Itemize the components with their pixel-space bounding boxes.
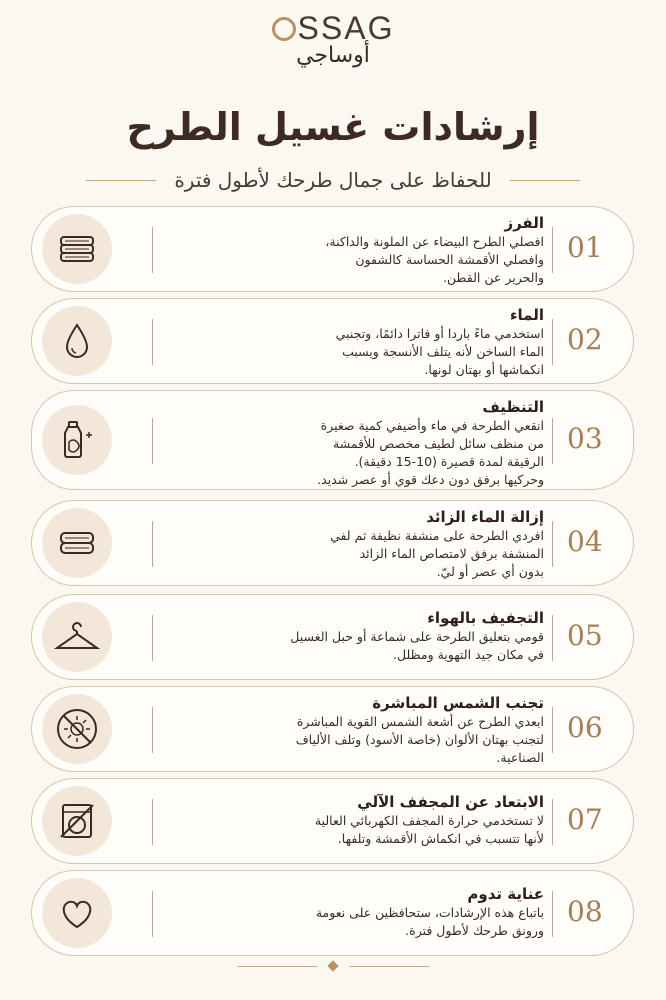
step-title: الفرز bbox=[504, 214, 544, 232]
step-line: في مكان جيد التهوية ومظلل. bbox=[393, 647, 544, 662]
step-number: 02 bbox=[567, 323, 603, 356]
step-text bbox=[162, 508, 544, 581]
step-title: إزالة الماء الزائد bbox=[426, 508, 544, 526]
hanger-icon bbox=[42, 602, 112, 672]
brand-logo bbox=[0, 10, 666, 68]
step-text bbox=[162, 694, 544, 767]
footer-ornament bbox=[0, 962, 666, 970]
step-text bbox=[162, 609, 544, 664]
step-title: التنظيف bbox=[482, 398, 544, 416]
step-line: والحرير عن القطن. bbox=[443, 270, 544, 285]
step-card bbox=[31, 390, 634, 490]
step-card bbox=[31, 594, 634, 680]
card-divider bbox=[152, 707, 153, 753]
step-line: ابعدي الطرح عن أشعة الشمس القوية المباشرة bbox=[296, 714, 544, 729]
step-number: 01 bbox=[567, 231, 603, 264]
step-number: 04 bbox=[567, 525, 603, 558]
step-line: الصناعية. bbox=[496, 750, 544, 765]
step-text bbox=[162, 214, 544, 287]
card-divider bbox=[552, 227, 553, 273]
subtitle-divider-left bbox=[86, 180, 156, 181]
card-divider bbox=[152, 891, 153, 937]
no-sun-icon bbox=[42, 694, 112, 764]
step-line: افصلي الطرح البيضاء عن الملونة والداكنة، bbox=[325, 234, 544, 249]
card-divider bbox=[152, 227, 153, 273]
step-line: لا تستخدمي حرارة المجفف الكهربائي العالية bbox=[314, 813, 544, 828]
step-line: استخدمي ماءً باردا أو فاترا دائمًا، وتجنبي bbox=[335, 326, 544, 341]
diamond-icon bbox=[327, 960, 338, 971]
step-line: باتباع هذه الإرشادات، ستحافظين على نعومة bbox=[315, 905, 544, 920]
logo-arabic-text: أوساجي bbox=[296, 43, 370, 68]
heart-icon bbox=[42, 878, 112, 948]
card-divider bbox=[552, 615, 553, 661]
step-line: المنشفة برفق لامتصاص الماء الزائد bbox=[359, 546, 544, 561]
card-divider bbox=[152, 418, 153, 464]
page-subtitle: للحفاظ على جمال طرحك لأطول فترة bbox=[174, 168, 492, 192]
footer-divider-left bbox=[237, 966, 317, 967]
card-divider bbox=[552, 891, 553, 937]
subtitle-divider-right bbox=[510, 180, 580, 181]
step-card bbox=[31, 206, 634, 292]
step-line: بدون أي عصر أو ليّ. bbox=[436, 564, 544, 579]
water-drop-icon bbox=[42, 306, 112, 376]
step-number: 05 bbox=[567, 619, 603, 652]
step-line: وافصلي الأقمشة الحساسة كالشفون bbox=[355, 252, 544, 267]
step-line: وحركيها برفق دون دعك قوي أو عصر شديد. bbox=[317, 472, 544, 487]
card-divider bbox=[152, 799, 153, 845]
step-line: لأنها تتسبب في انكماش الأقمشة وتلفها. bbox=[337, 831, 544, 846]
step-text bbox=[162, 885, 544, 940]
step-line: الرقيقة لمدة قصيرة (10-15 دقيقة). bbox=[354, 454, 544, 469]
step-card bbox=[31, 686, 634, 772]
folded-fabric-icon bbox=[42, 214, 112, 284]
card-divider bbox=[552, 707, 553, 753]
step-number: 08 bbox=[567, 895, 603, 928]
card-divider bbox=[552, 319, 553, 365]
step-title: الماء bbox=[509, 306, 544, 324]
step-text bbox=[162, 398, 544, 489]
card-divider bbox=[552, 799, 553, 845]
page-title: إرشادات غسيل الطرح bbox=[126, 105, 540, 149]
step-card bbox=[31, 870, 634, 956]
no-dryer-icon bbox=[42, 786, 112, 856]
step-text bbox=[162, 306, 544, 379]
step-line: قومي بتعليق الطرحة على شماعة أو حبل الغسيل bbox=[290, 629, 544, 644]
step-line: ورونق طرحك لأطول فترة. bbox=[405, 923, 544, 938]
towel-icon bbox=[42, 508, 112, 578]
logo-ring-icon bbox=[272, 17, 296, 41]
step-number: 06 bbox=[567, 711, 603, 744]
step-title: التجفيف بالهواء bbox=[427, 609, 544, 627]
step-card bbox=[31, 778, 634, 864]
detergent-bottle-icon bbox=[42, 405, 112, 475]
subtitle-row bbox=[0, 168, 666, 192]
step-line: انكماشها أو بهتان لونها. bbox=[424, 362, 544, 377]
step-text bbox=[162, 793, 544, 848]
step-line: افردي الطرحة على منشفة نظيفة ثم لفي bbox=[330, 528, 544, 543]
card-divider bbox=[552, 418, 553, 464]
step-line: لتجنب بهتان الألوان (خاصة الأسود) وتلف الألياف bbox=[295, 732, 544, 747]
step-line: انقعي الطرحة في ماء وأضيفي كمية صغيرة bbox=[320, 418, 544, 433]
step-card bbox=[31, 500, 634, 586]
step-title: الابتعاد عن المجفف الآلي bbox=[357, 793, 544, 811]
logo-latin-text: SSAG bbox=[297, 10, 395, 46]
step-number: 07 bbox=[567, 803, 603, 836]
card-divider bbox=[152, 521, 153, 567]
card-divider bbox=[552, 521, 553, 567]
footer-divider-right bbox=[349, 966, 429, 967]
step-line: من منظف سائل لطيف مخصص للأقمشة bbox=[333, 436, 544, 451]
step-number: 03 bbox=[567, 422, 603, 455]
step-title: عناية تدوم bbox=[467, 885, 544, 903]
step-line: الماء الساخن لأنه يتلف الأنسجة ويسبب bbox=[342, 344, 544, 359]
step-card bbox=[31, 298, 634, 384]
card-divider bbox=[152, 615, 153, 661]
step-title: تجنب الشمس المباشرة bbox=[372, 694, 544, 712]
card-divider bbox=[152, 319, 153, 365]
